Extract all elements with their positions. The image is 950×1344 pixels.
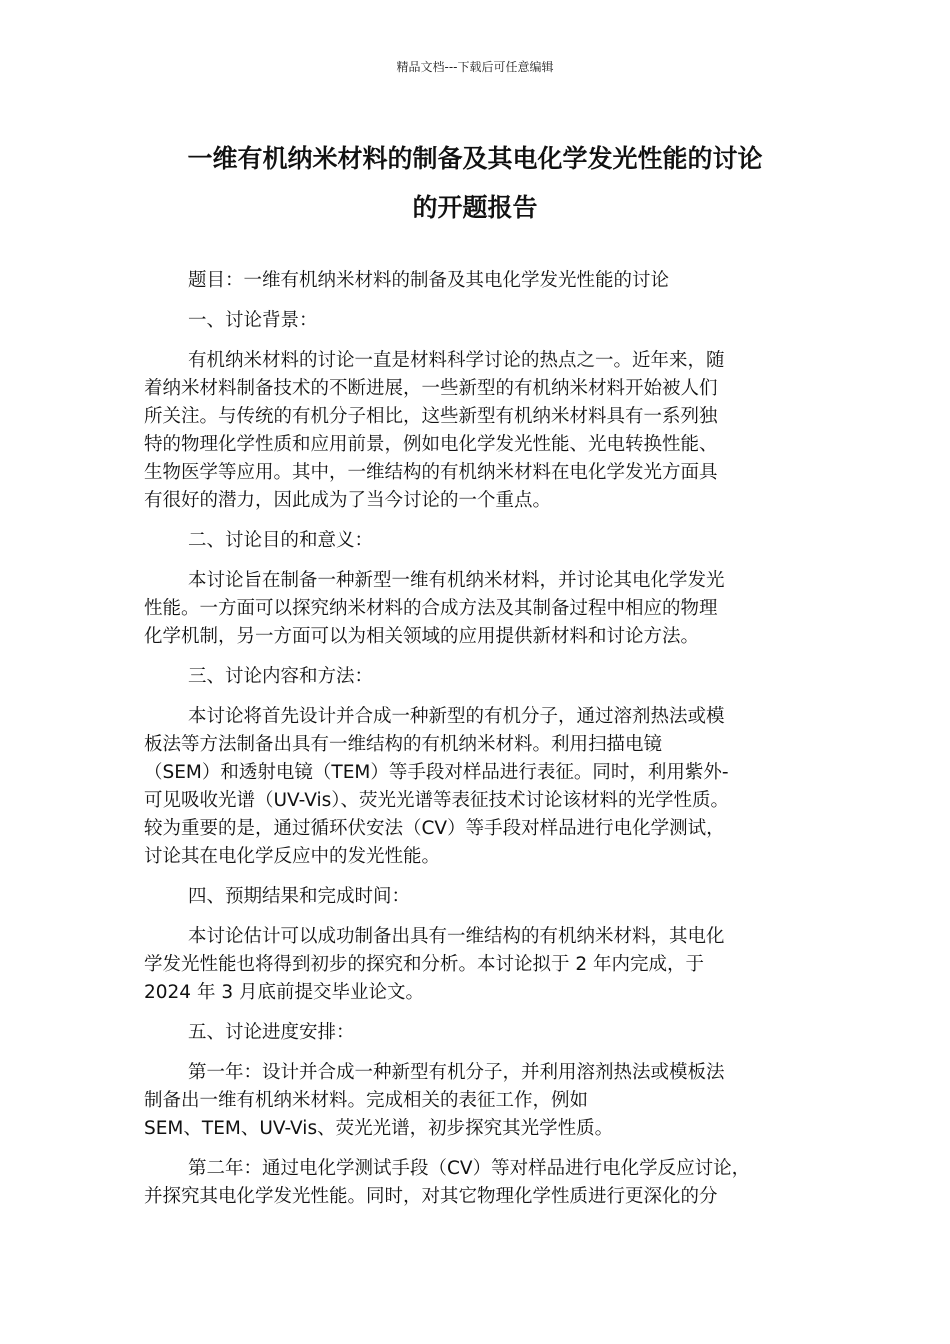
- paragraph-line: 特的物理化学性质和应用前景，例如电化学发光性能、光电转换性能、: [144, 434, 718, 455]
- title-line-2: 的开题报告: [412, 193, 538, 222]
- paragraph: [144, 527, 794, 555]
- paragraph-line: 着纳米材料制备技术的不断进展，一些新型的有机纳米材料开始被人们: [144, 378, 718, 399]
- paragraph-line: 讨论其在电化学反应中的发光性能。: [144, 846, 441, 867]
- paragraph: [144, 347, 794, 515]
- paragraph-line: 并探究其电化学发光性能。同时，对其它物理化学性质进行更深化的分: [144, 1186, 718, 1207]
- paragraph-line: 第一年：设计并合成一种新型有机分子，并利用溶剂热法或模板法: [188, 1062, 725, 1083]
- paragraph-gap: [144, 295, 794, 307]
- paragraph-line: 本讨论估计可以成功制备出具有一维结构的有机纳米材料，其电化: [188, 926, 725, 947]
- paragraph-gap: [144, 555, 794, 567]
- paragraph-line: 板法等方法制备出具有一维结构的有机纳米材料。利用扫描电镜: [144, 734, 663, 755]
- paragraph-line: 性能。一方面可以探究纳米材料的合成方法及其制备过程中相应的物理: [144, 598, 718, 619]
- paragraph-line: 三、讨论内容和方法：: [188, 666, 374, 687]
- paragraph-gap: [144, 871, 794, 883]
- paragraph-line: 有很好的潜力，因此成为了当今讨论的一个重点。: [144, 490, 552, 511]
- paragraph-gap: [144, 651, 794, 663]
- paragraph-gap: [144, 1047, 794, 1059]
- paragraph: [144, 1155, 794, 1211]
- paragraph: [144, 1019, 794, 1047]
- document-title: [120, 134, 830, 232]
- paragraph: [144, 703, 794, 871]
- paragraph-line: 二、讨论目的和意义：: [188, 530, 374, 551]
- paragraph-line: 有机纳米材料的讨论一直是材料科学讨论的热点之一。近年来，随: [188, 350, 725, 371]
- paragraph-line: 五、讨论进度安排：: [188, 1022, 355, 1043]
- paragraph-line: 第二年：通过电化学测试手段（CV）等对样品进行电化学反应讨论，: [188, 1158, 751, 1179]
- paragraph: [144, 307, 794, 335]
- paragraph-gap: [144, 911, 794, 923]
- paragraph-line: 制备出一维有机纳米材料。完成相关的表征工作，例如: [144, 1090, 589, 1111]
- paragraph-line: 所关注。与传统的有机分子相比，这些新型有机纳米材料具有一系列独: [144, 406, 718, 427]
- paragraph-line: 题目：一维有机纳米材料的制备及其电化学发光性能的讨论: [188, 270, 670, 291]
- paragraph-line: 本讨论将首先设计并合成一种新型的有机分子，通过溶剂热法或模: [188, 706, 725, 727]
- paragraph-line: 化学机制，另一方面可以为相关领域的应用提供新材料和讨论方法。: [144, 626, 700, 647]
- paragraph-line: （SEM）和透射电镜（TEM）等手段对样品进行表征。同时，利用紫外-: [144, 762, 729, 783]
- paragraph-gap: [144, 515, 794, 527]
- paragraph: [144, 567, 794, 651]
- paragraph-line: 学发光性能也将得到初步的探究和分析。本讨论拟于 2 年内完成，于: [144, 954, 705, 975]
- paragraph-gap: [144, 1007, 794, 1019]
- paragraph-line: 四、预期结果和完成时间：: [188, 886, 411, 907]
- paragraph: [144, 883, 794, 911]
- paragraph-gap: [144, 1143, 794, 1155]
- paragraph-line: 一、讨论背景：: [188, 310, 318, 331]
- paragraph-line: SEM、TEM、UV-Vis、荧光光谱，初步探究其光学性质。: [144, 1118, 614, 1139]
- title-line-1: 一维有机纳米材料的制备及其电化学发光性能的讨论: [187, 144, 763, 173]
- paragraph-gap: [144, 691, 794, 703]
- paragraph-line: 可见吸收光谱（UV-Vis）、荧光光谱等表征技术讨论该材料的光学性质。: [144, 790, 729, 811]
- header-note: 精品文档---下载后可任意编辑: [396, 60, 554, 74]
- paragraph-line: 较为重要的是，通过循环伏安法（CV）等手段对样品进行电化学测试，: [144, 818, 725, 839]
- paragraph: [144, 923, 794, 1007]
- paragraph-line: 生物医学等应用。其中，一维结构的有机纳米材料在电化学发光方面具: [144, 462, 718, 483]
- paragraph: [144, 267, 794, 295]
- paragraph-gap: [144, 335, 794, 347]
- document-body: [144, 267, 794, 1211]
- paragraph: [144, 663, 794, 691]
- paragraph-line: 本讨论旨在制备一种新型一维有机纳米材料，并讨论其电化学发光: [188, 570, 725, 591]
- paragraph: [144, 1059, 794, 1143]
- paragraph-line: 2024 年 3 月底前提交毕业论文。: [144, 982, 424, 1003]
